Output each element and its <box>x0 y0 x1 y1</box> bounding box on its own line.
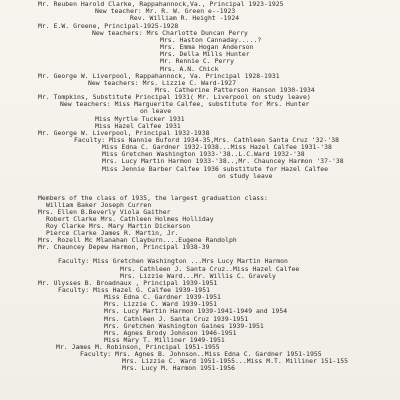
text-line: Mrs. Haston Cannaday.....? <box>160 36 262 44</box>
text-line: Rev. William R. Height -1924 <box>130 14 240 22</box>
text-line: Miss Jennie Barber Calfee 1936 substitute for Hazel Calfee <box>102 165 329 173</box>
text-line: Faculty: Miss Hazel G. Calfee 1939-1951 <box>58 286 211 294</box>
text-line: New teacher: Mr. R. W. Green e--1923 <box>95 7 236 15</box>
text-line: Members of the class of 1935, the largest graduation class: <box>38 194 268 202</box>
text-line: New teachers: Mrs. Lizzie C. Ward-1927 <box>88 79 237 87</box>
text-line: Miss Hazel Calfee 1931 <box>95 122 181 130</box>
text-line: Mr. Rennie C. Perry <box>160 57 235 65</box>
text-line: Faculty: Miss Nannie Buford 1934-35,Mrs. Cathleen Santa Cruz '32-'38 <box>74 136 340 144</box>
text-line: Mrs. Della Mills Hunter <box>160 50 250 58</box>
text-line: Miss Edna C. Gardner 1939-1951 <box>104 293 221 301</box>
text-line: Miss Edna C. Gardner 1932-1938...Miss Hazel Calfee 1931-'38 <box>102 143 332 151</box>
text-line: Pierce Clarke James R. Martin, Jr. <box>46 229 179 237</box>
text-line: Mrs. Catherine Patterson Hanson 1930-1934 <box>155 86 315 94</box>
text-line: Robert Clarke Mrs. Cathleen Holmes Holliday <box>46 215 214 223</box>
text-line: Miss Myrtle Tucker 1931 <box>95 115 185 123</box>
text-line: Mr. Chauncey Depew Harmon, Principal 1938-39 <box>38 243 210 251</box>
text-line: Miss Gretchen Washington 1933-'38..L.C.Ward 1932-'38 <box>102 150 305 158</box>
text-line: Mr. George W. Liverpool, Rappahannock, Va. Principal 1928-1931 <box>38 72 280 80</box>
text-line: Mr. Reuben Harold Clarke, Rappahannock,Va., Principal 1923-1925 <box>38 0 284 8</box>
text-line: Faculty: Miss Gretchen Washington ...Mrs Lucy Martin Harmon <box>58 257 288 265</box>
text-line: Mr. George W. Liverpool, Principal 1932-1938 <box>38 129 210 137</box>
text-line: Mrs. Cathleen J. Santa Cruz..Miss Hazel Calfee <box>120 265 300 273</box>
text-line: Mrs. Agnes Brody Johnson 1946-1951 <box>104 329 237 337</box>
text-line: New teachers: Miss Marguerite Calfee, substitute for Mrs. Hunter <box>60 100 310 108</box>
text-line: Mr. James M. Robinson, Principal 1951-1955 <box>56 343 220 351</box>
text-line: Mrs. Lizzie C. Ward 1939-1951 <box>104 300 218 308</box>
text-line: on study leave <box>218 172 273 180</box>
text-line: Mr. E.W. Greene, Principal-1925-1928 <box>38 22 179 30</box>
text-line: Mrs. A.N. Chick <box>160 65 219 73</box>
text-line: New teachers: Mrs Charlotte Duncan Perry <box>92 29 248 37</box>
text-line: Mrs. Lucy M. Harmon 1951-1956 <box>122 364 236 372</box>
text-line: Mrs. Lucy Martin Harmon 1933-'38..,Mr. Chauncey Harmon '37-'38 <box>102 157 344 165</box>
text-line: Mrs. Ellen B.Beverly Viola Gaither <box>38 208 171 216</box>
text-line: Mrs. Emma Hogan Anderson <box>160 43 254 51</box>
text-line: Mrs. Lucy Martin Harmon 1939-1941-1949 and 1954 <box>104 307 288 315</box>
text-line: Mrs. Gretchen Washington Gaines 1939-1951 <box>104 322 264 330</box>
text-line: Faculty: Mrs. Agnes B. Johnson..Miss Edna C. Gardner 1951-1955 <box>80 350 322 358</box>
text-line: Mrs. Lizzie C. Ward 1951-1955...Miss M.T. Milliner 151-155 <box>122 357 349 365</box>
text-line: Mrs. Cathleen J. Santa Cruz 1939-1951 <box>104 315 249 323</box>
text-line: William Baker Joseph Curren <box>46 201 152 209</box>
text-line: Roy Clarke Mrs. Mary Martin Dickerson <box>46 222 191 230</box>
text-line: Mrs. Lizzie Ward...Mr. Willis C. Gravely <box>120 272 276 280</box>
text-line: on leave <box>140 107 172 115</box>
text-line: Mr. Ulysses B. Broadnaux , Principal 1939-1951 <box>38 279 218 287</box>
text-line: Miss Mary T. Milliner 1949-1951 <box>104 336 225 344</box>
text-line: Mr. Tompkins, Substitute Principal 1931( Mr. Liverpool on study leave) <box>38 93 311 101</box>
text-line: Mrs. Rozell Mc Mlanahan Clayburn....Eugene Randolph <box>38 236 237 244</box>
